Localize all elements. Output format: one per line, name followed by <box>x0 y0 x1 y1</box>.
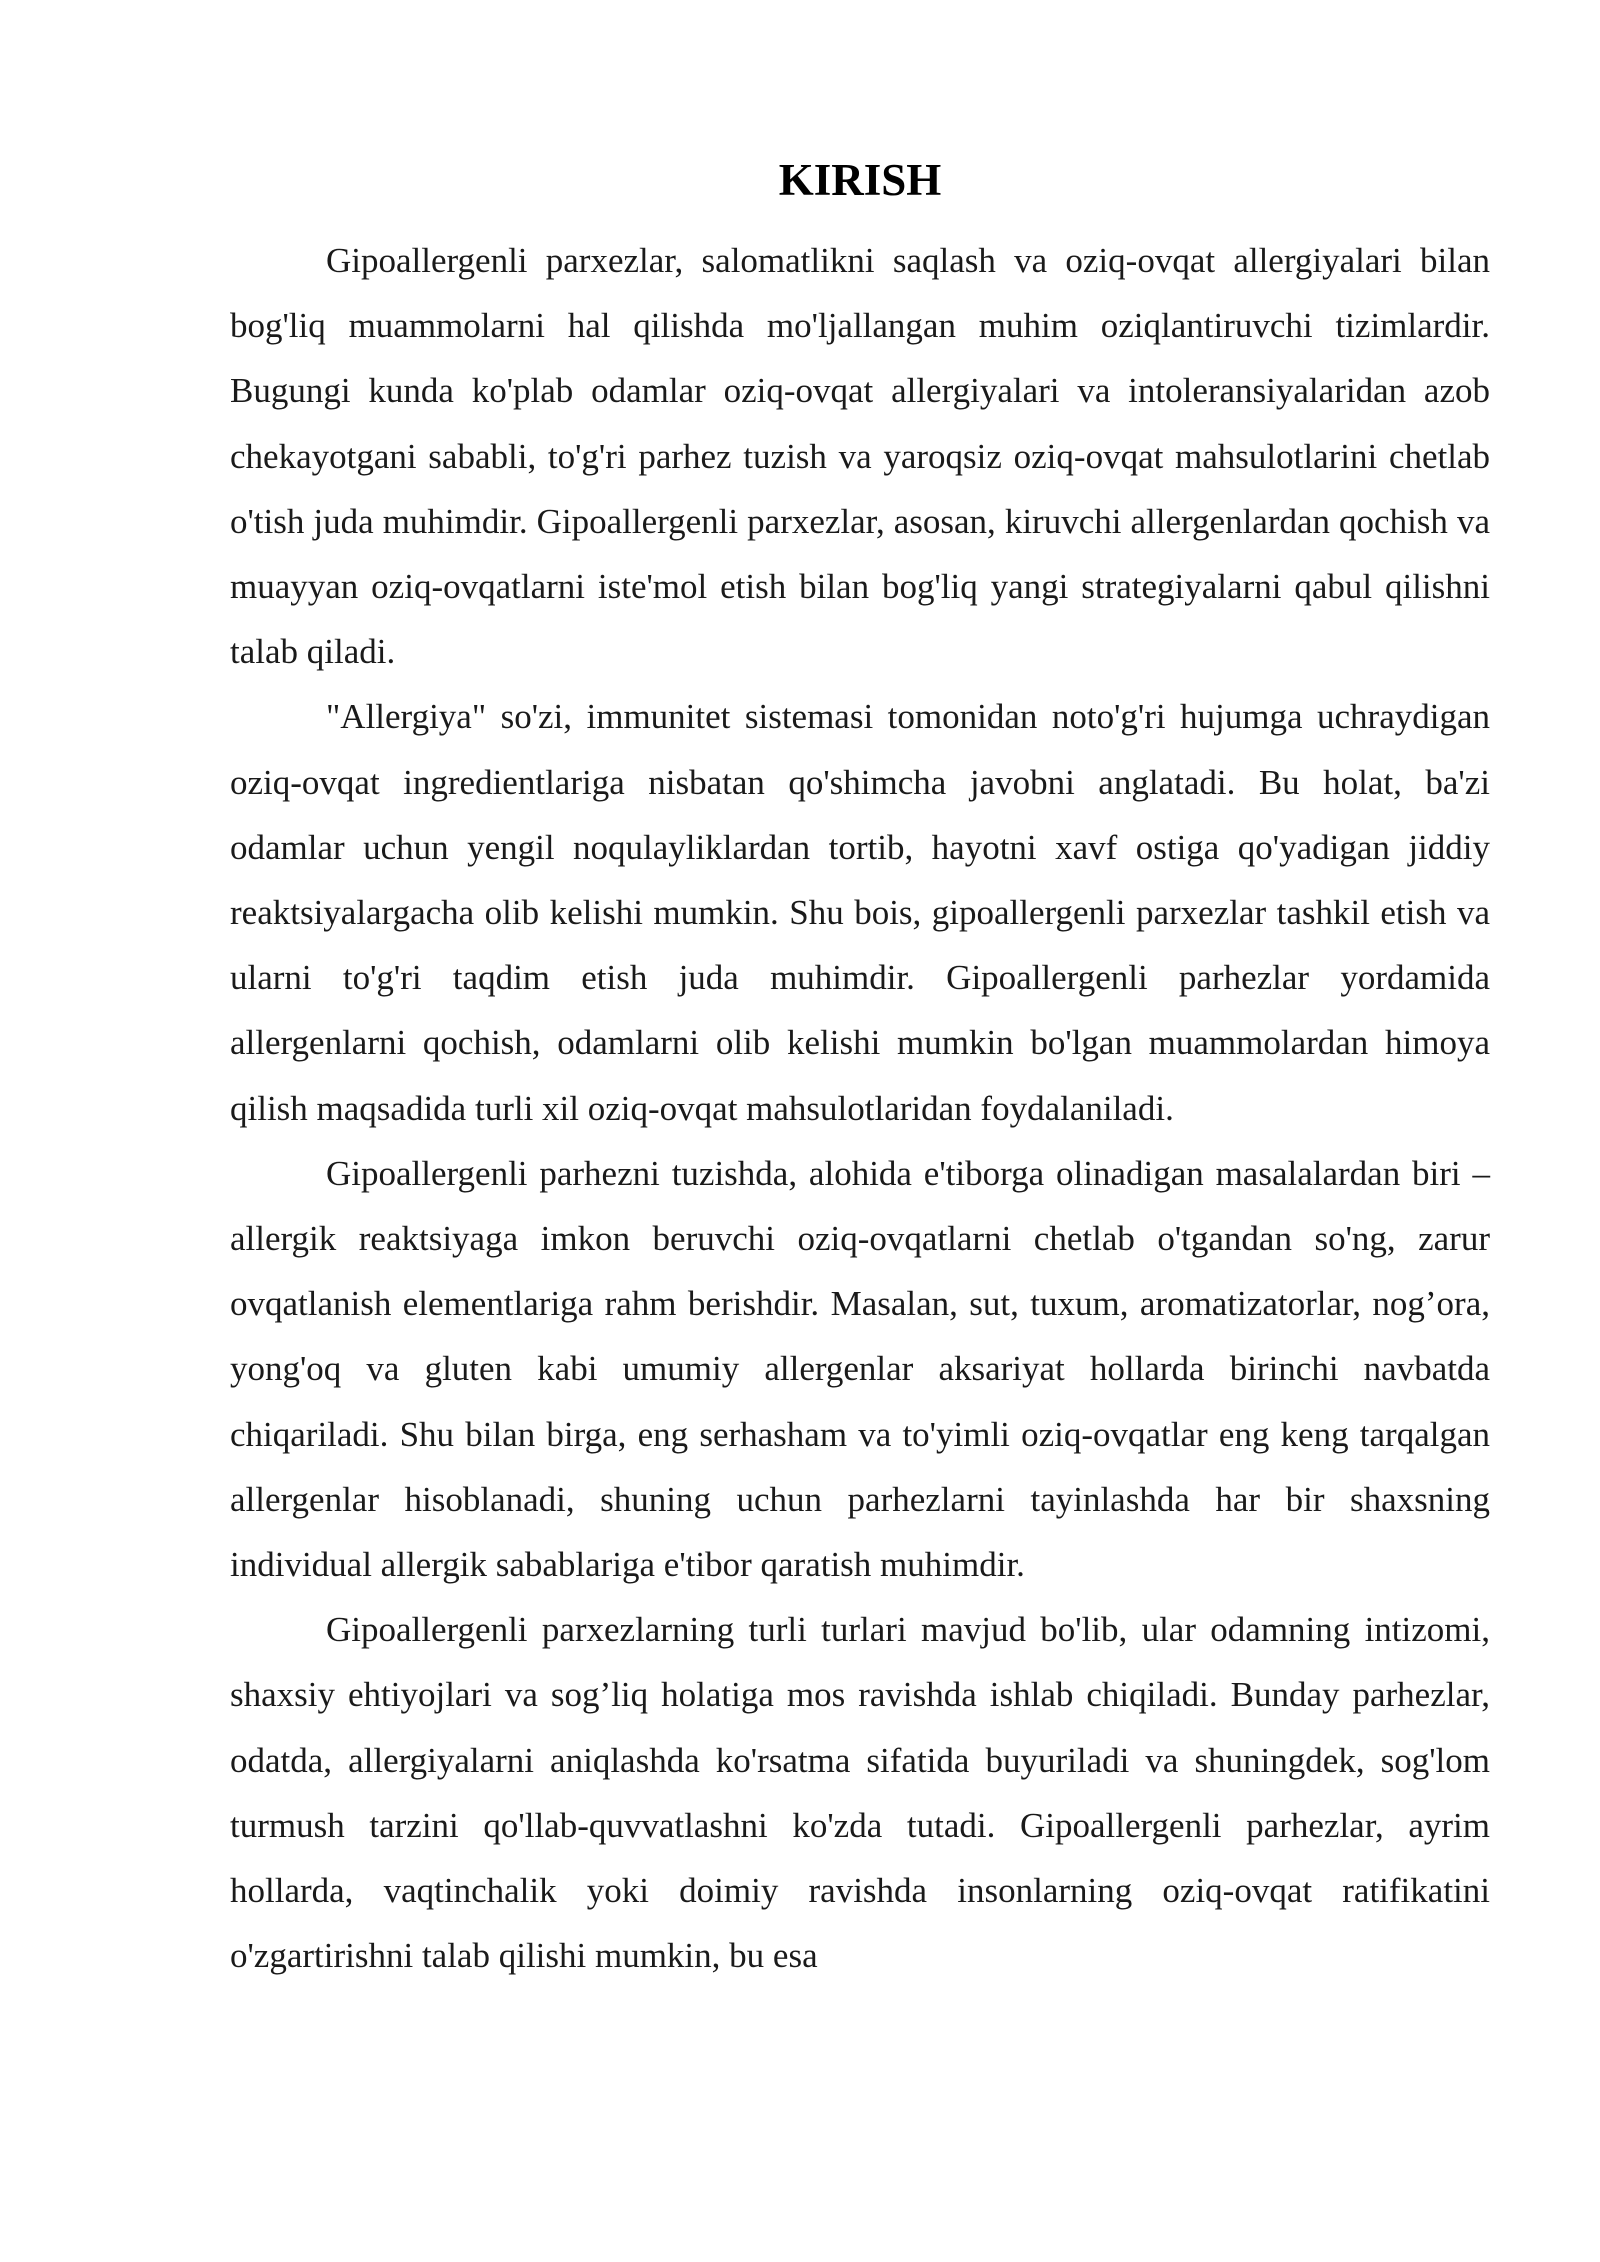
page-title: KIRISH <box>778 155 942 205</box>
paragraph-1: Gipoallergenli parxezlar, salomatlikni saqlash va oziq-ovqat allergiyalari bilan bog'liq muammolarni hal qilishda mo'ljallangan muhim oziqlantiruvchi tizimlardir. Bugungi kunda ko'plab odamlar oziq-ovqat allergiyalari va intoleransiyalaridan azob chekayotgani sababli, to'g'ri parhez tuzish va yaroqsiz oziq-ovqat mahsulotlarini chetlab o'tish juda muhimdir. Gipoallergenli parxezlar, asosan, kiruvchi allergenlardan qochish va muayyan oziq-ovqatlarni iste'mol etish bilan bog'liq yangi strategiyalarni qabul qilishni talab qiladi. <box>230 241 1490 672</box>
paragraph-4: Gipoallergenli parxezlarning turli turlari mavjud bo'lib, ular odamning intizomi, shaxsiy ehtiyojlari va sog’liq holatiga mos ravishda ishlab chiqiladi. Bunday parhezlar, odatda, allergiyalarni aniqlashda ko'rsatma sifatida buyuriladi va shuningdek, sog'lom turmush tarzini qo'llab-quvvatlashni ko'zda tutadi. Gipoallergenli parhezlar, ayrim hollarda, vaqtinchalik yoki doimiy ravishda insonlarning oziq-ovqat ratifikatini o'zgartirishni talab qilishi mumkin, bu esa <box>230 1610 1490 1976</box>
paragraph-2: "Allergiya" so'zi, immunitet sistemasi tomonidan noto'g'ri hujumga uchraydigan oziq-ovqat ingredientlariga nisbatan qo'shimcha javobni anglatadi. Bu holat, ba'zi odamlar uchun yengil noqulayliklardan tortib, hayotni xavf ostiga qo'yadigan jiddiy reaktsiyalargacha olib kelishi mumkin. Shu bois, gipoallergenli parxezlar tashkil etish va ularni to'g'ri taqdim etish juda muhimdir. Gipoallergenli parhezlar yordamida allergenlarni qochish, odamlarni olib kelishi mumkin bo'lgan muammolardan himoya qilish maqsadida turli xil oziq-ovqat mahsulotlaridan foydalaniladi. <box>230 697 1490 1128</box>
body-text <box>230 228 1490 1988</box>
paragraph-3: Gipoallergenli parhezni tuzishda, alohida e'tiborga olinadigan masalalardan biri – allergik reaktsiyaga imkon beruvchi oziq-ovqatlarni chetlab o'tgandan so'ng, zarur ovqatlanish elementlariga rahm berishdir. Masalan, sut, tuxum, aromatizatorlar, nog’ora, yong'oq va gluten kabi umumiy allergenlar aksariyat hollarda birinchi navbatda chiqariladi. Shu bilan birga, eng serhasham va to'yimli oziq-ovqatlar eng keng tarqalgan allergenlar hisoblanadi, shuning uchun parhezlarni tayinlashda har bir shaxsning individual allergik sabablariga e'tibor qaratish muhimdir. <box>230 1153 1490 1585</box>
